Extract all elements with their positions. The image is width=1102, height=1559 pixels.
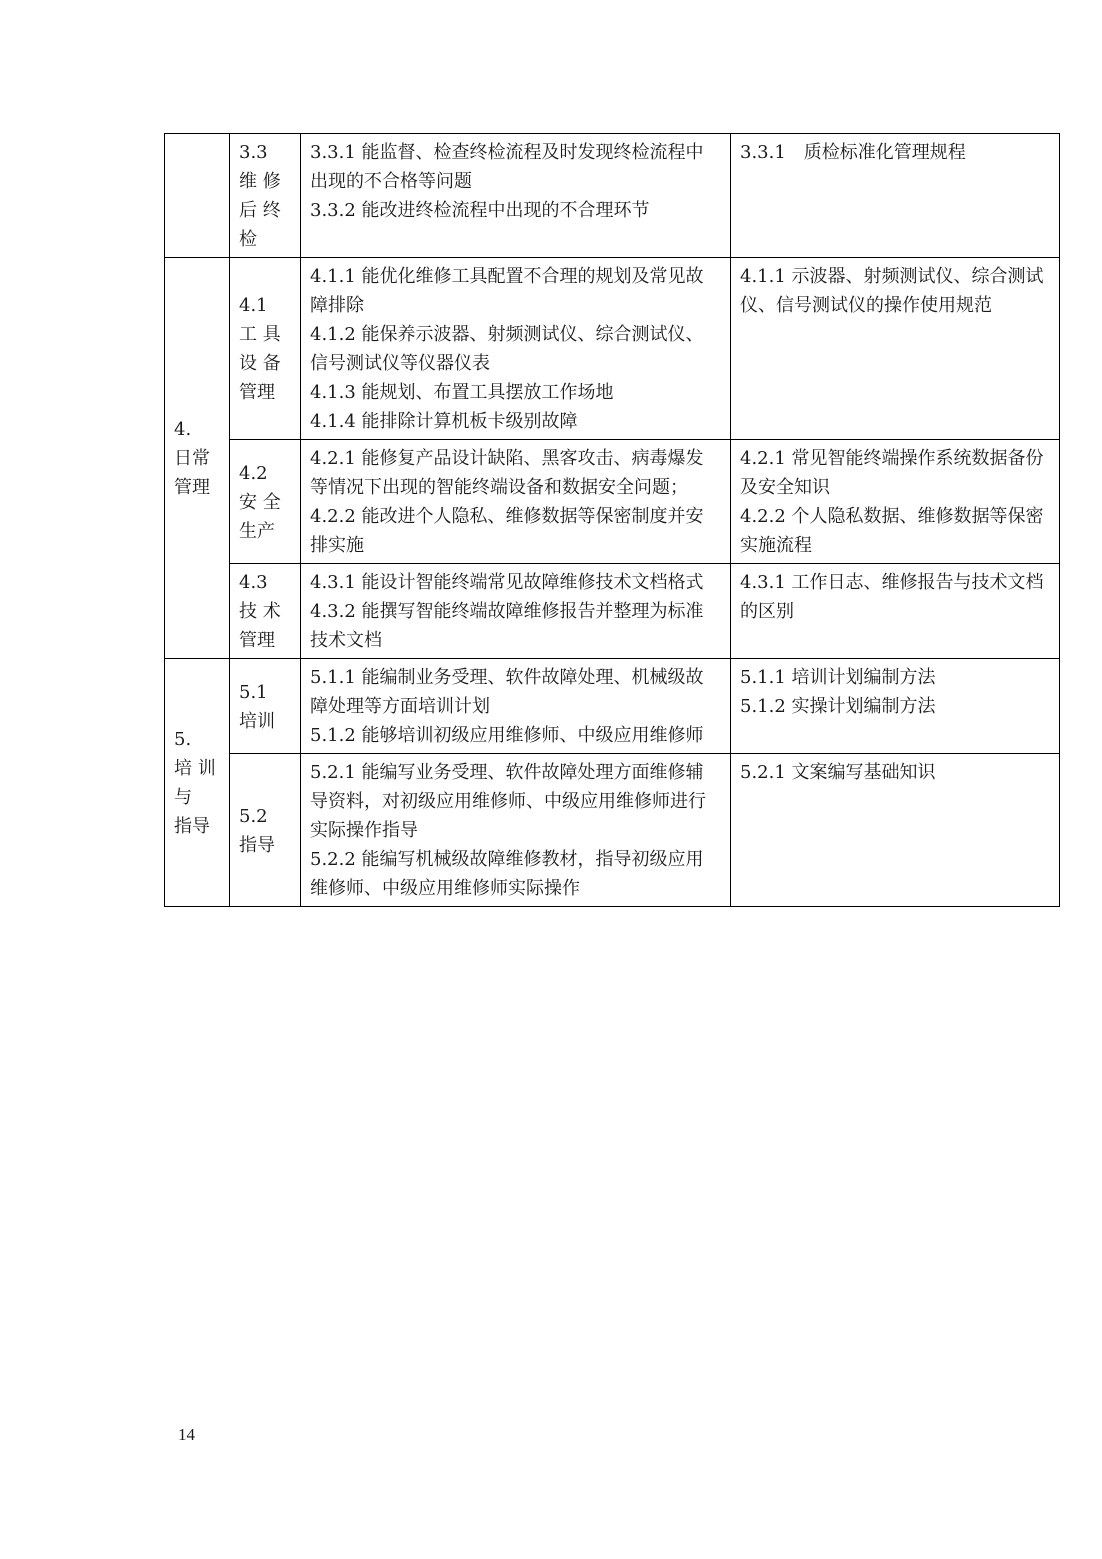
knowledge-item: 5.1.2 实操计划编制方法 bbox=[740, 696, 936, 717]
label-line: 5. bbox=[174, 729, 192, 750]
subsection-4-1-label bbox=[230, 258, 301, 440]
section-3-cell bbox=[165, 134, 230, 258]
skill-item: 4.1.1 能优化维修工具配置不合理的规划及常见故障排除 bbox=[310, 266, 704, 316]
skills-cell-5-2 bbox=[301, 754, 731, 907]
knowledge-cell-4-1 bbox=[731, 258, 1060, 440]
skill-item: 4.1.3 能规划、布置工具摆放工作场地 bbox=[310, 382, 614, 403]
label-line: 指导 bbox=[174, 816, 210, 837]
knowledge-item: 4.1.1 示波器、射频测试仪、综合测试仪、信号测试仪的操作使用规范 bbox=[740, 266, 1044, 316]
knowledge-item: 3.3.1 质检标准化管理规程 bbox=[740, 142, 966, 163]
skills-cell-4-2 bbox=[301, 440, 731, 564]
knowledge-cell-4-2 bbox=[731, 440, 1060, 564]
section-5-label bbox=[165, 659, 230, 907]
skill-item: 3.3.1 能监督、检查终检流程及时发现终检流程中出现的不合格等问题 bbox=[310, 142, 704, 192]
skill-item: 4.3.2 能撰写智能终端故障维修报告并整理为标准技术文档 bbox=[310, 601, 704, 651]
knowledge-cell-4-3 bbox=[731, 564, 1060, 659]
section-4-label bbox=[165, 258, 230, 659]
label-line: 生产 bbox=[239, 520, 275, 542]
knowledge-item: 4.2.2 个人隐私数据、维修数据等保密实施流程 bbox=[740, 506, 1044, 556]
label-line: 3.3 bbox=[239, 142, 268, 163]
skill-item: 5.1.2 能够培训初级应用维修师、中级应用维修师 bbox=[310, 725, 704, 746]
label-line: 安 全 bbox=[239, 491, 281, 513]
skills-cell-4-1 bbox=[301, 258, 731, 440]
skill-item: 4.3.1 能设计智能终端常见故障维修技术文档格式 bbox=[310, 572, 704, 593]
label-line: 设 备 bbox=[239, 353, 281, 374]
subsection-3-3-label bbox=[230, 134, 301, 258]
label-line: 管理 bbox=[239, 382, 275, 403]
skill-item: 3.3.2 能改进终检流程中出现的不合理环节 bbox=[310, 200, 650, 221]
label-line: 技 术 bbox=[239, 601, 281, 622]
knowledge-item: 4.3.1 工作日志、维修报告与技术文档的区别 bbox=[740, 572, 1044, 622]
knowledge-item: 5.1.1 培训计划编制方法 bbox=[740, 667, 936, 688]
skills-cell-5-1 bbox=[301, 659, 731, 754]
subsection-5-2-label bbox=[230, 754, 301, 907]
page-number: 14 bbox=[178, 1425, 195, 1444]
label-line: 4.1 bbox=[239, 295, 268, 316]
label-line: 维 修 bbox=[239, 171, 281, 192]
skill-item: 5.1.1 能编制业务受理、软件故障处理、机械级故障处理等方面培训计划 bbox=[310, 667, 704, 717]
label-line: 管理 bbox=[174, 477, 210, 498]
knowledge-cell-3-3 bbox=[731, 134, 1060, 258]
table-row-5-1 bbox=[165, 659, 1060, 754]
skills-cell-4-3 bbox=[301, 564, 731, 659]
knowledge-item: 5.2.1 文案编写基础知识 bbox=[740, 762, 936, 783]
skill-item: 4.2.2 能改进个人隐私、维修数据等保密制度并安排实施 bbox=[310, 506, 704, 556]
subsection-4-3-label bbox=[230, 564, 301, 659]
label-line: 管理 bbox=[239, 630, 275, 651]
table-row-3-3 bbox=[165, 134, 1060, 258]
label-line: 工 具 bbox=[239, 324, 281, 345]
label-line: 培 训 bbox=[174, 758, 216, 779]
subsection-5-1-label bbox=[230, 659, 301, 754]
skill-standard-table bbox=[164, 133, 1060, 907]
table-row-4-2 bbox=[165, 440, 1060, 564]
subsection-4-2-label bbox=[230, 440, 301, 564]
knowledge-cell-5-2 bbox=[731, 754, 1060, 907]
label-line: 指导 bbox=[239, 834, 275, 856]
skills-cell-3-3 bbox=[301, 134, 731, 258]
knowledge-item: 4.2.1 常见智能终端操作系统数据备份及安全知识 bbox=[740, 448, 1044, 498]
label-line: 4. bbox=[174, 419, 192, 440]
label-line: 培训 bbox=[239, 710, 275, 732]
label-line: 5.2 bbox=[239, 805, 268, 827]
table-row-4-3 bbox=[165, 564, 1060, 659]
skill-item: 5.2.1 能编写业务受理、软件故障处理方面维修辅导资料，对初级应用维修师、中级应用维修师进行实际操作指导 bbox=[310, 762, 706, 841]
table-row-4-1 bbox=[165, 258, 1060, 440]
label-line: 5.1 bbox=[239, 681, 268, 703]
skill-item: 4.1.2 能保养示波器、射频测试仪、综合测试仪、信号测试仪等仪器仪表 bbox=[310, 324, 704, 374]
table-row-5-2 bbox=[165, 754, 1060, 907]
label-line: 与 bbox=[174, 787, 192, 808]
label-line: 后 终 bbox=[239, 200, 281, 221]
label-line: 4.3 bbox=[239, 572, 268, 593]
label-line: 4.2 bbox=[239, 462, 268, 484]
skill-item: 4.1.4 能排除计算机板卡级别故障 bbox=[310, 411, 578, 432]
label-line: 检 bbox=[239, 229, 257, 250]
skill-item: 5.2.2 能编写机械级故障维修教材，指导初级应用维修师、中级应用维修师实际操作 bbox=[310, 849, 704, 899]
label-line: 日常 bbox=[174, 448, 210, 469]
knowledge-cell-5-1 bbox=[731, 659, 1060, 754]
skill-item: 4.2.1 能修复产品设计缺陷、黑客攻击、病毒爆发等情况下出现的智能终端设备和数据安全问题； bbox=[310, 448, 704, 498]
